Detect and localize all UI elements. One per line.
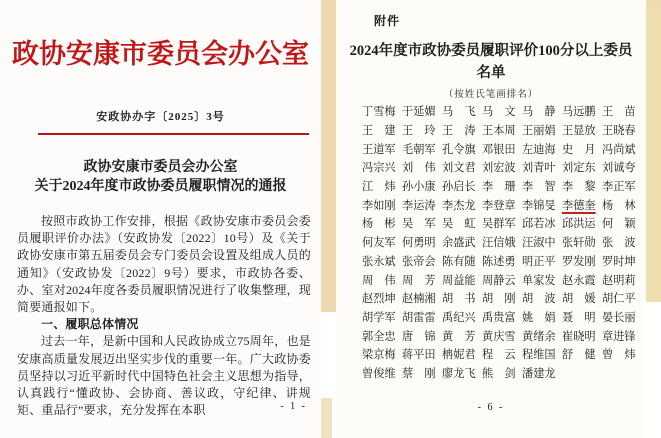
committee-member-name: 陈有随 — [442, 255, 476, 268]
attachment-title-line1: 2024年度市政协委员履职评价100分以上委员 — [349, 43, 633, 59]
attachment-label: 附件 — [374, 14, 401, 28]
committee-member-name: 李 黎 — [562, 181, 596, 194]
committee-member-name: 熊 剑 — [482, 367, 516, 380]
committee-member-name: 禹纪兴 — [442, 311, 476, 324]
committee-member-name: 崔晓明 — [562, 330, 596, 343]
committee-member-name: 王丽娟 — [522, 125, 556, 138]
committee-member-name: 邓银田 — [482, 143, 516, 156]
committee-member-name: 禹贵富 — [482, 311, 516, 324]
committee-member-name: 马 文 — [482, 106, 516, 119]
committee-member-name: 吴 虹 — [442, 218, 476, 231]
committee-member-name: 罗时坤 — [602, 255, 636, 268]
committee-member-name: 张永斌 — [362, 255, 396, 268]
committee-member-name: 胡 媛 — [562, 293, 596, 306]
committee-member-name: 李德奎 — [562, 199, 596, 212]
committee-member-name: 唐 锦 — [402, 330, 436, 343]
committee-member-name: 刘诚夸 — [602, 162, 636, 175]
committee-member-name: 胡仁平 — [602, 293, 636, 306]
committee-member-name: 何勇明 — [402, 237, 436, 250]
committee-member-name: 程维国 — [522, 349, 556, 362]
committee-member-name: 张帝会 — [402, 255, 436, 268]
document-title-line1: 政协安康市委员会办公室 — [83, 160, 238, 175]
right-page — [336, 0, 646, 438]
committee-member-name: 李登章 — [482, 199, 516, 212]
committee-member-name: 刘 伟 — [402, 162, 436, 175]
committee-member-name: 蒋平田 — [402, 349, 436, 362]
committee-member-name: 蔡 刚 — [402, 367, 436, 380]
attachment-title-line2: 名单 — [476, 65, 506, 81]
committee-member-name: 李 珊 — [482, 181, 516, 194]
scan-edge-strip-middle — [321, 0, 336, 312]
committee-member-name: 曾 炜 — [602, 349, 636, 362]
committee-member-name: 柟妮君 — [442, 349, 476, 362]
document-number: 安政协办字〔2025〕3号 — [96, 111, 225, 123]
committee-member-name: 余盛武 — [442, 237, 476, 250]
committee-member-name: 江 炜 — [362, 181, 396, 194]
attachment-title — [346, 40, 636, 84]
committee-member-name: 丁雪梅 — [362, 106, 396, 119]
committee-member-name: 程 云 — [482, 349, 516, 362]
committee-member-name: 史 月 — [562, 143, 596, 156]
committee-member-name: 何 颖 — [602, 218, 636, 231]
committee-member-name: 罗发刚 — [562, 255, 596, 268]
left-body — [17, 213, 311, 419]
committee-member-name: 章进锋 — [602, 330, 636, 343]
committee-member-name: 明正平 — [522, 255, 556, 268]
document-title — [0, 158, 321, 196]
committee-member-name: 毛朝军 — [402, 143, 436, 156]
document-title-line2: 关于2024年度市政协委员履职情况的通报 — [34, 179, 287, 194]
committee-member-name: 刘定东 — [562, 162, 596, 175]
committee-member-name: 胡雷雷 — [402, 311, 436, 324]
committee-member-name: 周益能 — [442, 274, 476, 287]
committee-member-name: 杨 林 — [602, 199, 636, 212]
committee-member-name: 赵烈坤 — [362, 293, 396, 306]
committee-member-name: 单家发 — [522, 274, 556, 287]
committee-member-name: 刘文君 — [442, 162, 476, 175]
committee-member-name: 李正军 — [602, 181, 636, 194]
committee-member-name: 吴 军 — [402, 218, 436, 231]
committee-member-name: 胡 书 — [442, 293, 476, 306]
committee-member-name: 冯宗兴 — [362, 162, 396, 175]
committee-member-name: 孙启长 — [442, 181, 476, 194]
org-header: 政协安康市委员会办公室 — [12, 39, 309, 69]
committee-member-name: 聂 明 — [562, 311, 596, 324]
scan-edge-strip-right — [646, 7, 661, 302]
committee-member-name: 胡学军 — [362, 311, 396, 324]
committee-member-name: 赵楠湘 — [402, 293, 436, 306]
committee-member-name: 王本周 — [482, 125, 516, 138]
committee-member-name: 李锦旻 — [522, 199, 556, 212]
committee-member-name: 王 苗 — [602, 106, 636, 119]
committee-member-name: 王 玲 — [402, 125, 436, 138]
committee-member-name: 王 涛 — [442, 125, 476, 138]
section-heading: 一、履职总体情况 — [41, 317, 139, 332]
committee-member-name: 赵永霞 — [562, 274, 596, 287]
committee-member-name: 王道军 — [362, 143, 396, 156]
left-page — [0, 0, 321, 438]
committee-member-name: 赵明莉 — [602, 274, 636, 287]
committee-member-name: 马 静 — [522, 106, 556, 119]
committee-member-name: 张轩勋 — [562, 237, 596, 250]
committee-member-name: 胡 波 — [522, 293, 556, 306]
committee-member-name: 李如刚 — [362, 199, 396, 212]
committee-member-name: 晏长丽 — [602, 311, 636, 324]
committee-member-name: 李 智 — [522, 181, 556, 194]
committee-member-name: 潘建龙 — [522, 367, 556, 380]
committee-member-name: 李杰龙 — [442, 199, 476, 212]
committee-member-name: 刘青叶 — [522, 162, 556, 175]
committee-member-name: 曾俊维 — [362, 367, 396, 380]
committee-member-name: 刘宏波 — [482, 162, 516, 175]
committee-member-name: 左迪海 — [522, 143, 556, 156]
committee-member-name: 邱洪运 — [562, 218, 596, 231]
committee-member-name: 黄 芳 — [442, 330, 476, 343]
committee-member-name: 梁京梅 — [362, 349, 396, 362]
committee-member-name: 汪淑中 — [522, 237, 556, 250]
committee-member-name: 马 飞 — [442, 106, 476, 119]
committee-member-name: 孙小康 — [402, 181, 436, 194]
committee-member-name: 姚 娟 — [522, 311, 556, 324]
committee-member-name: 李运涛 — [402, 199, 436, 212]
committee-member-name: 吴群军 — [482, 218, 516, 231]
sort-note: （按姓氏笔画排名） — [443, 90, 539, 100]
committee-member-name: 何友军 — [362, 237, 396, 250]
committee-member-name: 汪信娥 — [482, 237, 516, 250]
committee-member-name: 周 芳 — [402, 274, 436, 287]
left-page-number: - 1 - — [280, 401, 307, 412]
committee-member-name: 舒 健 — [562, 349, 596, 362]
committee-member-name: 王晓春 — [602, 125, 636, 138]
committee-member-name: 周静云 — [482, 274, 516, 287]
right-page-number: - 6 - — [477, 402, 505, 413]
committee-member-name: 黄庆雪 — [482, 330, 516, 343]
red-rule — [38, 133, 309, 135]
committee-member-name: 廖龙飞 — [442, 367, 476, 380]
committee-member-name: 于延媚 — [402, 106, 436, 119]
committee-member-name: 杨 彬 — [362, 218, 396, 231]
committee-member-name: 冯尚斌 — [602, 143, 636, 156]
committee-member-name: 张 波 — [602, 237, 636, 250]
committee-member-name: 郭全忠 — [362, 330, 396, 343]
committee-member-name: 陈述勇 — [482, 255, 516, 268]
scan-edge-strip-middle-bottom — [321, 398, 332, 438]
committee-member-name: 胡 刚 — [482, 293, 516, 306]
body-paragraph: 过去一年，是新中国和人民政协成立75周年，也是安康高质量发展迈出坚实步伐的重要一年。广大政协委员坚持以习近平新时代中国特色社会主义思想为指导，认真践行“懂政协、会协商、善议政，守纪律、讲规矩、重品行”要求，充分发挥在本职 — [17, 334, 311, 418]
committee-member-name: 周 伟 — [362, 274, 396, 287]
committee-member-name: 黄绪余 — [522, 330, 556, 343]
committee-member-name: 王显放 — [562, 125, 596, 138]
committee-member-name: 孔令旗 — [442, 143, 476, 156]
body-paragraph: 按照市政协工作安排，根据《政协安康市委员会委员履职评价办法》（安政协发〔2022〕10号）及《关于政协安康市第五届委员会专门委员会设置及组成人员的通知》（安政协发〔2022〕9号）要求，市政协各委、办、室对2024年度各委员履职情况进行了收集整理，现简要通报如下。 — [17, 214, 311, 315]
committee-member-name: 邱若冰 — [522, 218, 556, 231]
name-grid — [362, 102, 642, 382]
committee-member-name: 王 建 — [362, 125, 396, 138]
committee-member-name: 马远鹏 — [562, 106, 596, 119]
